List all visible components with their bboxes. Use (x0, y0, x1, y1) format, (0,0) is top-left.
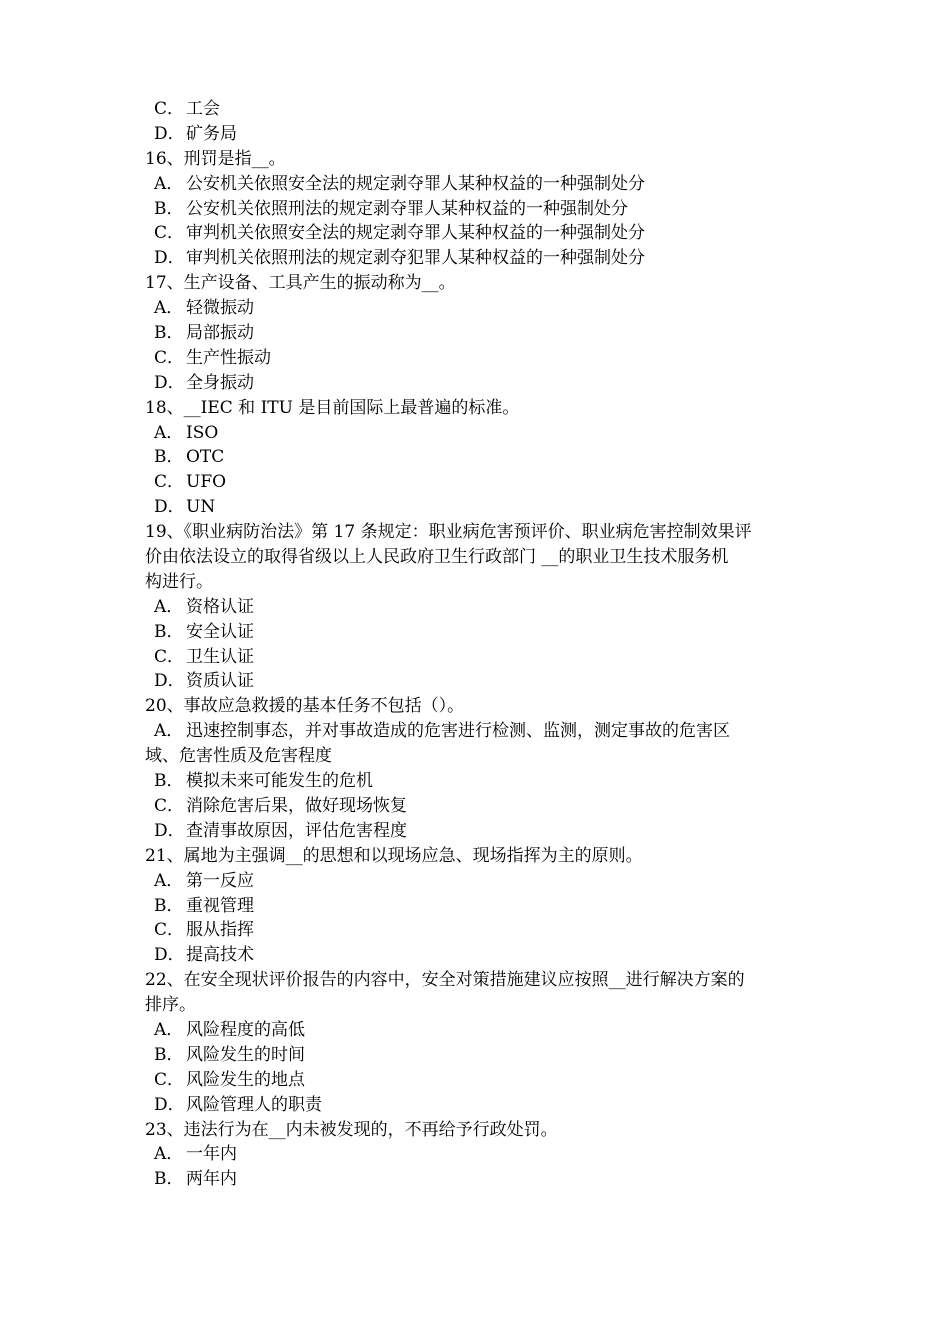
option-letter: C． (154, 472, 185, 493)
option-letter: B． (154, 1169, 184, 1190)
option-letter: C． (154, 646, 185, 667)
option-text: 公安机关依照刑法的规定剥夺罪人某种权益的一种强制处分 (186, 198, 628, 219)
option-letter: D． (154, 497, 185, 518)
option-text: 矿务局 (186, 123, 237, 144)
option-letter: C． (154, 223, 185, 244)
answer-option (145, 246, 817, 271)
option-text: UFO (186, 472, 227, 493)
answer-option (145, 1142, 817, 1167)
option-letter: A． (154, 422, 184, 443)
answer-option (145, 122, 817, 147)
option-letter: C． (154, 1069, 185, 1090)
option-letter: D． (154, 820, 185, 841)
option-letter: D． (154, 671, 185, 692)
option-text: 迅速控制事态，并对事故造成的危害进行检测、监测，测定事故的危害区 (186, 721, 730, 742)
option-text: 服从指挥 (186, 920, 254, 941)
answer-option (145, 221, 817, 246)
option-letter: B． (154, 621, 184, 642)
document-body (145, 97, 817, 1192)
option-letter: B． (154, 771, 184, 792)
option-letter: D． (154, 123, 185, 144)
option-text: 两年内 (186, 1169, 237, 1190)
option-letter: C． (154, 920, 185, 941)
answer-option (145, 1167, 817, 1192)
answer-option (145, 719, 817, 744)
option-text: 工会 (186, 99, 220, 119)
option-letter: A． (154, 173, 184, 194)
option-letter: B． (154, 447, 184, 468)
option-text: 全身振动 (186, 372, 254, 393)
option-letter: B． (154, 895, 184, 916)
option-text: 模拟未来可能发生的危机 (186, 771, 373, 792)
answer-option (145, 769, 817, 794)
question-text: 18、__IEC 和 ITU 是目前国际上最普遍的标准。 (145, 397, 520, 418)
option-text: 第一反应 (186, 870, 254, 891)
option-text: 风险程度的高低 (186, 1019, 305, 1040)
answer-option (145, 620, 817, 645)
option-letter: D． (154, 945, 185, 966)
option-letter: D． (154, 372, 185, 393)
answer-option (145, 669, 817, 694)
option-letter: D． (154, 248, 185, 269)
answer-option (145, 1018, 817, 1043)
option-text: 风险发生的时间 (186, 1044, 305, 1065)
option-text: 公安机关依照安全法的规定剥夺罪人某种权益的一种强制处分 (186, 173, 645, 194)
option-text: 资格认证 (186, 596, 254, 617)
option-letter: A． (154, 1144, 184, 1165)
option-letter: B． (154, 323, 184, 344)
answer-option (145, 445, 817, 470)
answer-option (145, 819, 817, 844)
option-letter: C． (154, 347, 185, 368)
question-text: 21、属地为主强调__的思想和以现场应急、现场指挥为主的原则。 (145, 845, 643, 866)
answer-option (145, 172, 817, 197)
option-letter: A． (154, 298, 184, 319)
answer-option (145, 1068, 817, 1093)
answer-option (145, 97, 817, 122)
answer-option (145, 296, 817, 321)
option-text: OTC (186, 447, 225, 468)
option-letter: C． (154, 795, 185, 816)
option-text: UN (186, 497, 216, 518)
question-text: 20、事故应急救援的基本任务不包括（）。 (145, 696, 465, 717)
answer-option (145, 1043, 817, 1068)
option-text: 审判机关依照安全法的规定剥夺罪人某种权益的一种强制处分 (186, 223, 645, 244)
answer-option (145, 321, 817, 346)
answer-option (145, 197, 817, 222)
option-letter: A． (154, 596, 184, 617)
answer-option (145, 943, 817, 968)
option-text: 风险发生的地点 (186, 1069, 305, 1090)
option-letter: D． (154, 1094, 185, 1115)
answer-option (145, 894, 817, 919)
answer-option (145, 595, 817, 620)
option-letter: B． (154, 198, 184, 219)
answer-option (145, 346, 817, 371)
question-text: 17、生产设备、工具产生的振动称为__。 (145, 273, 456, 294)
option-letter: B． (154, 1044, 184, 1065)
option-text: 重视管理 (186, 895, 254, 916)
option-text: 一年内 (186, 1144, 237, 1165)
option-letter: A． (154, 1019, 184, 1040)
question-text: 域、危害性质及危害程度 (145, 746, 332, 767)
answer-option (145, 794, 817, 819)
answer-option (145, 645, 817, 670)
option-letter: A． (154, 721, 184, 742)
answer-option (145, 918, 817, 943)
answer-option (145, 495, 817, 520)
question-text: 构进行。 (145, 571, 213, 592)
option-text: 卫生认证 (186, 646, 254, 667)
option-text: 审判机关依照刑法的规定剥夺犯罪人某种权益的一种强制处分 (186, 248, 645, 269)
question-text: 23、违法行为在__内未被发现的，不再给予行政处罚。 (145, 1119, 558, 1140)
option-text: 提高技术 (186, 945, 254, 966)
question-text: 19、《职业病防治法》第 17 条规定：职业病危害预评价、职业病危害控制效果评 (145, 522, 752, 543)
option-text: 局部振动 (186, 323, 254, 344)
option-text: 资质认证 (186, 671, 254, 692)
answer-option (145, 869, 817, 894)
option-text: 风险管理人的职责 (186, 1094, 322, 1115)
option-letter: C． (154, 99, 185, 119)
option-text: 生产性振动 (186, 347, 271, 368)
option-text: ISO (186, 422, 219, 443)
option-text: 查清事故原因，评估危害程度 (186, 820, 407, 841)
option-letter: A． (154, 870, 184, 891)
answer-option (145, 1093, 817, 1118)
option-text: 轻微振动 (186, 298, 254, 319)
question-text: 16、刑罚是指__。 (145, 148, 286, 169)
option-text: 消除危害后果，做好现场恢复 (186, 795, 407, 816)
answer-option (145, 470, 817, 495)
answer-option (145, 421, 817, 446)
answer-option (145, 371, 817, 396)
question-text: 22、在安全现状评价报告的内容中，安全对策措施建议应按照__进行解决方案的 (145, 970, 745, 991)
option-text: 安全认证 (186, 621, 254, 642)
question-text: 排序。 (145, 995, 196, 1016)
question-text: 价由依法设立的取得省级以上人民政府卫生行政部门 __的职业卫生技术服务机 (145, 547, 729, 568)
